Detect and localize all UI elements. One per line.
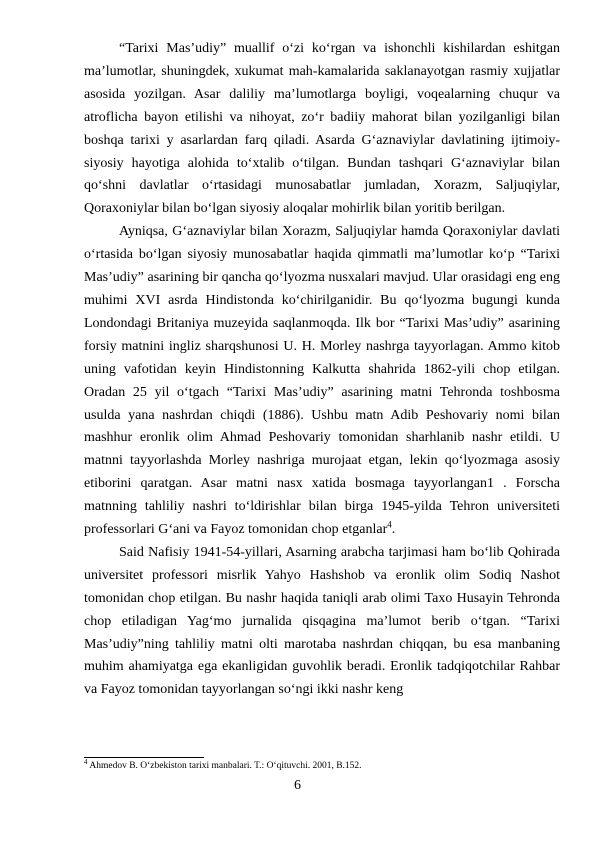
footnote [84,757,560,772]
paragraph-2-end-punctuation: . [391,522,396,538]
footnote-separator [84,757,204,758]
paragraph-3: Said Nafisiy 1941-54-yillari, Asarning arabcha tarjimasi ham bo‘lib Qohirada universitet professori misrlik Yahyo Hashshob va eronlik olim Sodiq Nashot tomonidan chop etilgan. Bu nashr haqida taniqli arab olimi Taxo Husayin Tehronda chop etiladigan Yag‘mo jurnalida qisqagina ma’lumot berib o‘tgan. “Tarixi Mas’udiy”ning tahliliy matni olti marotaba nashrdan chiqqan, bu esa manbaning muhim ahamiyatga ega ekanligidan guvohlik beradi. Eronlik tadqiqotchilar Rahbar va Fayoz tomonidan tayyorlangan so‘ngi ikki nashr keng [84,544,560,698]
footnote-reference[interactable]: 4 [387,519,392,530]
paragraph-2-text: Ayniqsa, G‘aznaviylar bilan Xorazm, Saljuqiylar hamda Qoraxoniylar davlati o‘rtasida bo‘lgan siyosiy munosabatlar haqida qimmatli ma’lumotlar ko‘p “Tarixi Mas’udiy” asarining bir qancha qo‘lyozma nusxalari mavjud. Ular orasidagi eng eng muhimi XVI asrda Hindistonda ko‘chirilganidir. Bu qo‘lyozma bugungi kunda Londondagi Britaniya muzeyida saqlanmoqda. Ilk bor “Tarixi Mas’udiy” asarining forsiy matnini ingliz sharqshunosi U. H. Morley nashrga tayyorlagan. Ammo kitob uning vafotidan keyin Hindistonning Kalkutta shahrida 1862-yili chop etilgan. Oradan 25 yil o‘tgach “Tarixi Mas’udiy” asarining matni Tehronda toshbosma usulda yana nashrdan chiqdi (1886). Ushbu matn Adib Peshovariy nomi bilan mashhur eronlik olim Ahmad Peshovariy tomonidan sharhlanib nashr etildi. U matnni tayyorlashda Morley nashriga murojaat etgan, lekin qo‘lyozmaga asosiy etiborini qaratgan. Asar matni nasx xatida bosmaga tayyorlangan1 . Forscha matnning tahliliy nashri to‘ldirishlar bilan birga 1945-yilda Tehron universiteti professorlari G‘ani va Fayoz tomonidan chop etganlar [84,224,560,538]
footnote-marker: 4 [84,757,88,766]
page-number: 6 [294,778,301,793]
body-text [84,38,560,702]
paragraph-1: “Tarixi Mas’udiy” muallif o‘zi ko‘rgan va ishonchli kishilardan eshitgan ma’lumotlar, shuningdek, xukumat mah-kamalarida saklanayotgan rasmiy xujjatlar asosida yozilgan. Asar daliliy ma’lumotlarga boyligi, voqealarning chuqur va atroflicha bayon etilishi va nihoyat, zo‘r badiiy mahorat bilan yozilganligi bilan boshqa tarixi y asarlardan farq qiladi. Asarda G‘aznaviylar davlatining ijtimoiy-siyosiy hayotiga alohida to‘xtalib o‘tilgan. Bundan tashqari G‘aznaviylar bilan qo‘shni davlatlar o‘rtasidagi munosabatlar jumladan, Xorazm, Saljuqiylar, Qoraxoniylar bilan bo‘lgan siyosiy aloqalar mohirlik bilan yoritib berilgan. [84,41,560,217]
footnote-text: Ahmedov B. O‘zbekiston tarixi manbalari. T.: O‘qituvchi. 2001, B.152. [89,761,362,771]
paragraph-2 [84,221,560,542]
